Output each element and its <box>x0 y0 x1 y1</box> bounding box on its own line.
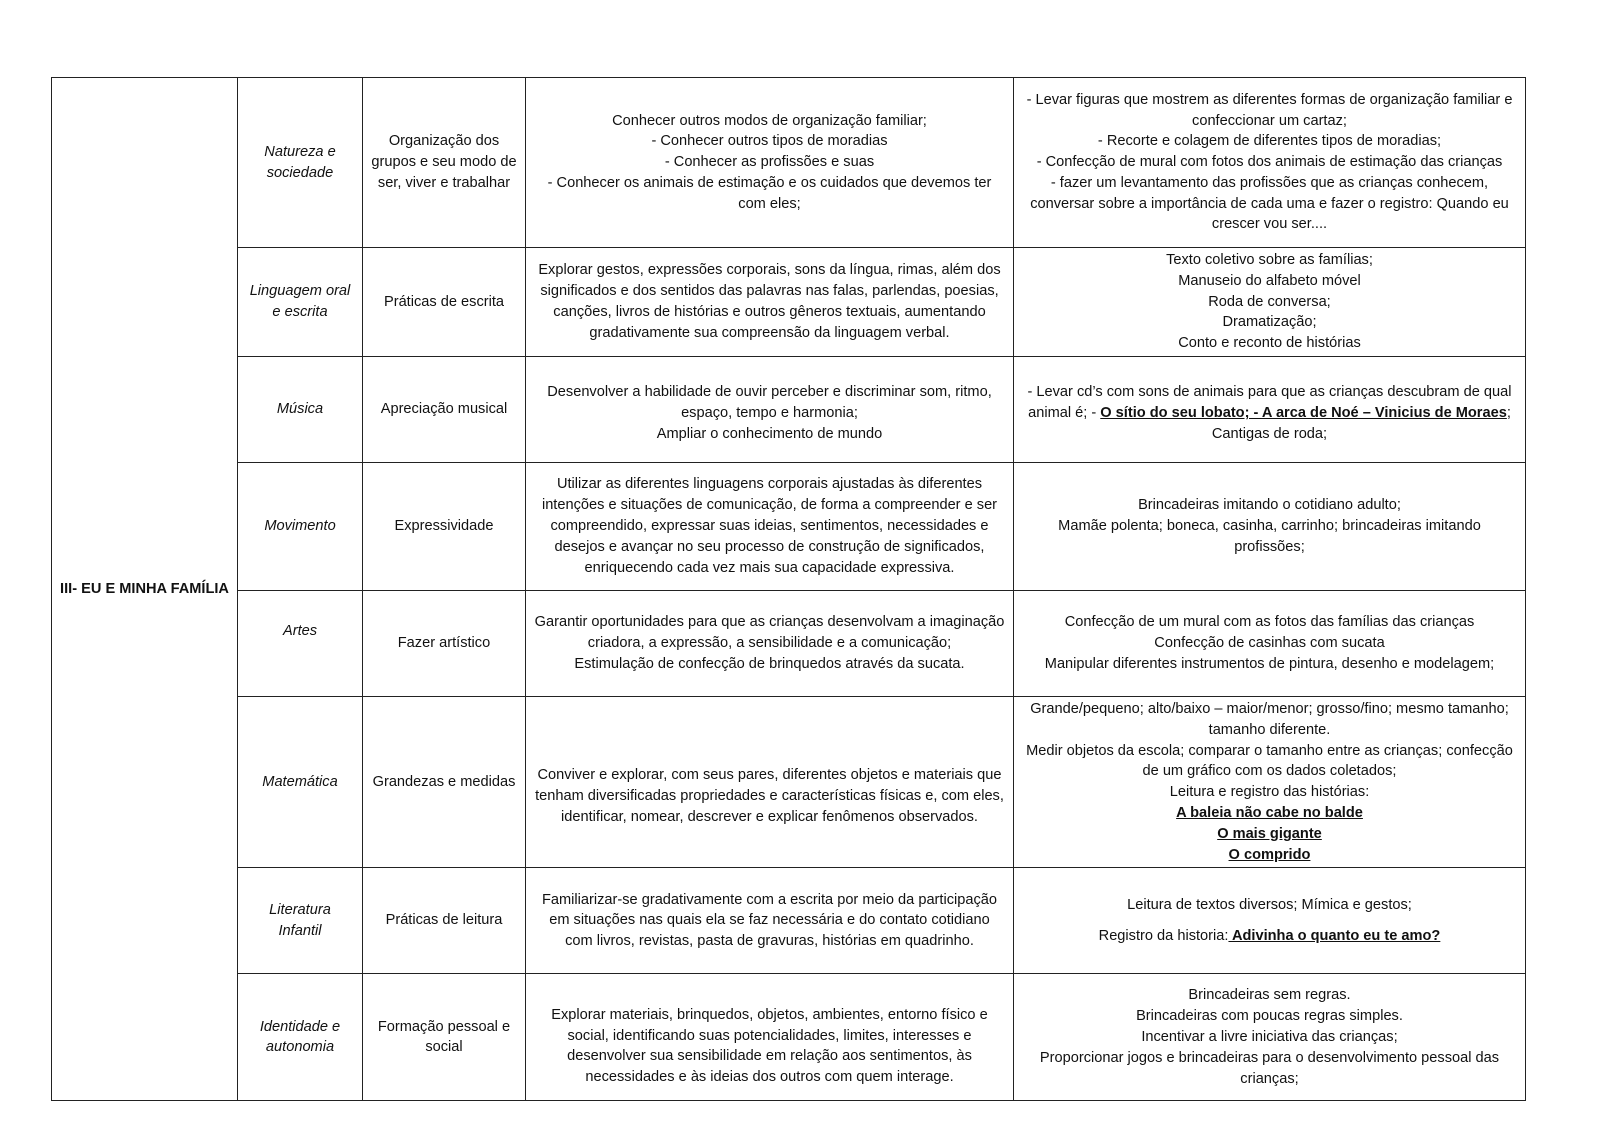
activity-line: Brincadeiras sem regras. <box>1188 987 1351 1004</box>
objective-line: Ampliar o conhecimento de mundo <box>656 425 883 442</box>
activity-line: Texto coletivo sobre as famílias; <box>1166 252 1373 268</box>
activity-line: Incentivar a livre iniciativa das crianças; <box>1141 1028 1398 1045</box>
objective-line: Estimulação de confecção de brinquedos através da sucata. <box>574 655 965 672</box>
axis-cell: Práticas de escrita <box>363 248 526 357</box>
axis-cell: Expressividade <box>363 462 526 590</box>
table-row <box>52 78 1526 248</box>
activity-line: Leitura e registro das histórias: <box>1169 784 1370 801</box>
activity-line: Manipular diferentes instrumentos de pintura, desenho e modelagem; <box>1044 655 1495 672</box>
area-cell: Identidade e autonomia <box>238 974 363 1101</box>
lesson-plan-table <box>51 77 1526 1101</box>
record-line <box>1022 926 1517 947</box>
book-title: Adivinha o quanto eu te amo? <box>1228 927 1441 944</box>
area-cell: Movimento <box>238 462 363 590</box>
table-row <box>52 248 1526 357</box>
objectives-cell <box>526 868 1014 974</box>
objective-line: Explorar materiais, brinquedos, objetos, ambientes, entorno físico e social, identificando suas potencialidades, limites, interesses e desenvolver sua sensibilidade em relação aos sentimentos, às necessidades e às ideias dos outros com quem interage. <box>551 1006 988 1086</box>
table-row <box>52 696 1526 867</box>
area-cell: Literatura Infantil <box>238 868 363 974</box>
objective-line: - Conhecer outros tipos de moradias <box>651 133 888 150</box>
objective-line: Conhecer outros modos de organização familiar; <box>612 112 927 129</box>
objectives-cell <box>526 590 1014 696</box>
activities-cell <box>1014 868 1526 974</box>
activities-cell <box>1014 590 1526 696</box>
objectives-cell <box>526 696 1014 867</box>
book-title: O mais gigante <box>1217 825 1322 842</box>
axis-cell: Grandezas e medidas <box>363 696 526 867</box>
book-title: O comprido <box>1228 846 1311 863</box>
table-row <box>52 868 1526 974</box>
activity-line: Proporcionar jogos e brincadeiras para o desenvolvimento pessoal das crianças; <box>1039 1049 1500 1087</box>
record-lead: Registro da historia: <box>1098 927 1229 944</box>
activities-cell <box>1014 248 1526 357</box>
objective-line: Utilizar as diferentes linguagens corporais ajustadas às diferentes intenções e situações de comunicação, de forma a compreender e ser compreendido, expressar suas ideias, sentimentos, necessidades e desejos e avançar no seu processo de construção de significados, enriquecendo cada vez mais sua capacidade expressiva. <box>541 476 998 576</box>
objective-line: Desenvolver a habilidade de ouvir perceber e discriminar som, ritmo, espaço, tempo e harmonia; <box>547 384 992 422</box>
objective-line: Garantir oportunidades para que as crianças desenvolvam a imaginação criadora, a expressão, a sensibilidade e a comunicação; <box>534 614 1005 652</box>
activities-cell <box>1014 356 1526 462</box>
activity-line: - fazer um levantamento das profissões que as crianças conhecem, conversar sobre a importância de cada uma e fazer o registro: Quando eu crescer vou ser.... <box>1030 174 1509 233</box>
activity-line: Confecção de casinhas com sucata <box>1154 635 1385 652</box>
objectives-cell <box>526 78 1014 248</box>
axis-cell: Práticas de leitura <box>363 868 526 974</box>
activity-line: Brincadeiras com poucas regras simples. <box>1136 1008 1403 1025</box>
table-row <box>52 590 1526 696</box>
area-cell: Música <box>238 356 363 462</box>
area-cell: Artes <box>238 590 363 696</box>
activity-line: Brincadeiras imitando o cotidiano adulto; <box>1138 497 1401 514</box>
activities-cell <box>1014 696 1526 867</box>
area-cell: Natureza e sociedade <box>238 78 363 248</box>
objective-line: Conviver e explorar, com seus pares, diferentes objetos e materiais que tenham diversificadas propriedades e características físicas e, com eles, identificar, nomear, descrever e explicar fenômenos observados. <box>535 766 1004 825</box>
objectives-cell <box>526 974 1014 1101</box>
activities-cell <box>1014 974 1526 1101</box>
activities-cell <box>1014 78 1526 248</box>
area-cell: Matemática <box>238 696 363 867</box>
axis-cell: Apreciação musical <box>363 356 526 462</box>
table-row <box>52 462 1526 590</box>
objective-line: Explorar gestos, expressões corporais, sons da língua, rimas, além dos significados e dos sentidos das palavras nas falas, parlendas, poesias, canções, livros de histórias e outros gêneros textuais, aumentando gradativamente sua compreensão da linguagem verbal. <box>538 262 1001 341</box>
objective-line: - Conhecer as profissões e suas <box>664 154 875 171</box>
book-title: A baleia não cabe no balde <box>1176 804 1363 821</box>
objectives-cell <box>526 248 1014 357</box>
activity-line: Grande/pequeno; alto/baixo – maior/menor; grosso/fino; mesmo tamanho; tamanho diferente. <box>1030 700 1509 738</box>
activity-line: Manuseio do alfabeto móvel <box>1178 272 1361 289</box>
table-row <box>52 974 1526 1101</box>
objective-line: - Conhecer os animais de estimação e os cuidados que devemos ter com eles; <box>547 174 992 212</box>
activity-line: Conto e reconto de histórias <box>1178 335 1361 352</box>
objective-line: Familiarizar-se gradativamente com a escrita por meio da participação em situações nas quais ela se faz necessária e do contato cotidiano com livros, revistas, pasta de gravuras, histórias em quadrinho. <box>541 891 998 950</box>
axis-cell: Formação pessoal e social <box>363 974 526 1101</box>
activity-line: Medir objetos da escola; comparar o tamanho entre as crianças; confecção de um gráfico com os dados coletados; <box>1026 742 1513 780</box>
objectives-cell <box>526 462 1014 590</box>
activities-cell <box>1014 462 1526 590</box>
activity-line: - Levar figuras que mostrem as diferentes formas de organização familiar e confeccionar um cartaz; <box>1026 91 1513 129</box>
activity-line: - Confecção de mural com fotos dos animais de estimação das crianças <box>1036 154 1503 171</box>
activity-line: Roda de conversa; <box>1208 293 1331 310</box>
area-cell: Linguagem oral e escrita <box>238 248 363 357</box>
activity-line: Leitura de textos diversos; Mímica e gestos; <box>1127 897 1412 914</box>
axis-cell: Fazer artístico <box>363 590 526 696</box>
table-row <box>52 356 1526 462</box>
activity-line: Dramatização; <box>1222 314 1317 331</box>
unit-title: III- EU E MINHA FAMÍLIA <box>52 78 238 1101</box>
activity-line: Mamãe polenta; boneca, casinha, carrinho; brincadeiras imitando profissões; <box>1058 518 1481 555</box>
spacer <box>1022 916 1517 926</box>
axis-cell: Organização dos grupos e seu modo de ser, viver e trabalhar <box>363 78 526 248</box>
song-titles: O sítio do seu lobato; - A arca de Noé – Vinicius de Moraes <box>1100 405 1507 422</box>
activity-line: - Recorte e colagem de diferentes tipos de moradias; <box>1097 133 1442 150</box>
activity-line: Confecção de um mural com as fotos das famílias das crianças <box>1064 614 1475 631</box>
activity-text: ; Cantigas de roda; <box>1211 405 1511 442</box>
activity-text: - Levar cd’s com sons de animais para que as crianças descubram de qual animal é; - <box>1027 384 1512 422</box>
objectives-cell <box>526 356 1014 462</box>
